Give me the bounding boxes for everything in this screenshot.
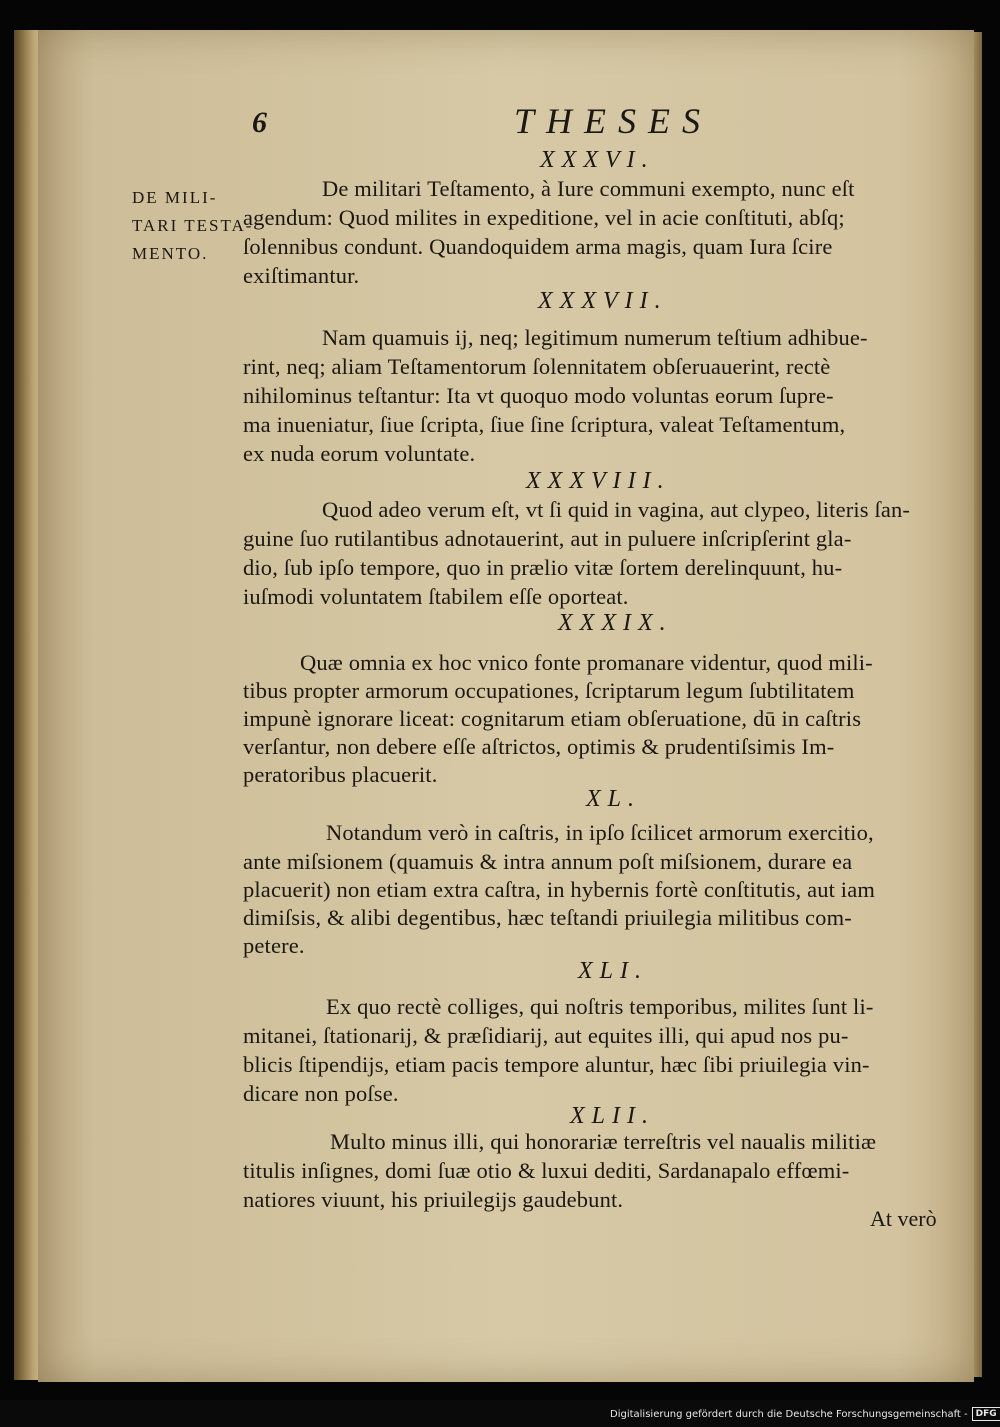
text-line: verſantur, non debere eſſe aſtrictos, optimis & prudentiſsimis Im- [243, 734, 835, 759]
text-line: peratoribus placuerit. [243, 762, 438, 787]
text-line: Ex quo rectè colliges, qui noſtris temporibus, milites ſunt li- [326, 994, 874, 1019]
digitization-footer [610, 1405, 1000, 1423]
text-line: De militari Teſtamento, à Iure communi exempto, nunc eſt [322, 176, 855, 201]
text-line: dio, ſub ipſo tempore, quo in prælio vitæ ſortem derelinquunt, hu- [243, 555, 843, 580]
text-line: Nam quamuis ij, neq; legitimum numerum teſtium adhibue- [322, 325, 868, 350]
text-line: tibus propter armorum occupationes, ſcriptarum legum ſubtilitatem [243, 678, 855, 703]
text-line: nihilominus teſtantur: Ita vt quoquo modo voluntas eorum ſupre- [243, 383, 834, 408]
text-line: Notandum verò in caſtris, in ipſo ſcilicet armorum exercitio, [326, 820, 874, 845]
margin-note-line: MENTO. [132, 244, 209, 263]
text-line: natiores viuunt, his priuilegijs gaudebunt. [243, 1187, 624, 1212]
page-number: 6 [252, 106, 267, 139]
text-line: ex nuda eorum voluntate. [243, 441, 476, 466]
footer-credit: Digitalisierung gefördert durch die Deutsche Forschungsgemeinschaft - [610, 1408, 968, 1420]
dfg-logo-icon: DFG [972, 1407, 1000, 1421]
section-heading: XXXIX. [558, 610, 673, 636]
text-line: rint, neq; aliam Teſtamentorum ſolennitatem obſeruauerint, rectè [243, 354, 831, 379]
section-heading: XL. [586, 786, 642, 812]
text-line: placuerit) non etiam extra caſtra, in hybernis fortè conſtitutis, aut iam [243, 877, 875, 902]
text-line: Quæ omnia ex hoc vnico fonte promanare videntur, quod mili- [300, 650, 873, 675]
text-line: iuſmodi voluntatem ſtabilem eſſe oporteat. [243, 584, 629, 609]
text-line: agendum: Quod milites in expeditione, vel in acie conſtituti, abſq; [243, 205, 845, 230]
section-heading: XXXVII. [538, 288, 668, 314]
text-line: mitanei, ſtationarij, & præſidiarij, aut equites illi, qui apud nos pu- [243, 1023, 849, 1048]
section-heading: XXXVI. [540, 147, 655, 173]
text-line: dicare non poſse. [243, 1081, 399, 1106]
text-line: ante miſsionem (quamuis & intra annum poſt miſsionem, durare ea [243, 849, 853, 874]
section-heading: XXXVIII. [526, 468, 671, 494]
text-line: Quod adeo verum eſt, vt ſi quid in vagina, aut clypeo, literis ſan- [322, 497, 911, 522]
text-line: ſolennibus condunt. Quandoquidem arma magis, quam Iura ſcire [243, 234, 833, 259]
page-edge-left [14, 30, 40, 1380]
text-line: blicis ſtipendijs, etiam pacis tempore aluntur, hæc ſibi priuilegia vin- [243, 1052, 870, 1077]
section-heading: XLI. [578, 958, 648, 984]
text-line: ma inueniatur, ſiue ſcripta, ſiue ſine ſcriptura, valeat Teſtamentum, [243, 412, 846, 437]
margin-note-line: TARI TESTA- [132, 216, 254, 235]
running-head: THESES [514, 101, 712, 141]
text-line: dimiſsis, & alibi degentibus, hæc teſtandi priuilegia militibus com- [243, 905, 852, 930]
text-line: Multo minus illi, qui honorariæ terreſtris vel naualis militiæ [330, 1129, 877, 1154]
text-line: impunè ignorare liceat: cognitarum etiam obſeruatione, dū in caſtris [243, 706, 862, 731]
text-line: titulis inſignes, domi ſuæ otio & luxui dediti, Sardanapalo effœmi- [243, 1158, 850, 1183]
section-heading: XLII. [570, 1103, 655, 1129]
margin-note-line: DE MILI- [132, 188, 218, 207]
text-line: exiſtimantur. [243, 263, 360, 288]
catchword: At verò [870, 1206, 937, 1231]
text-line: petere. [243, 933, 305, 958]
text-line: guine ſuo rutilantibus adnotauerint, aut in puluere inſcripſerint gla- [243, 526, 852, 551]
